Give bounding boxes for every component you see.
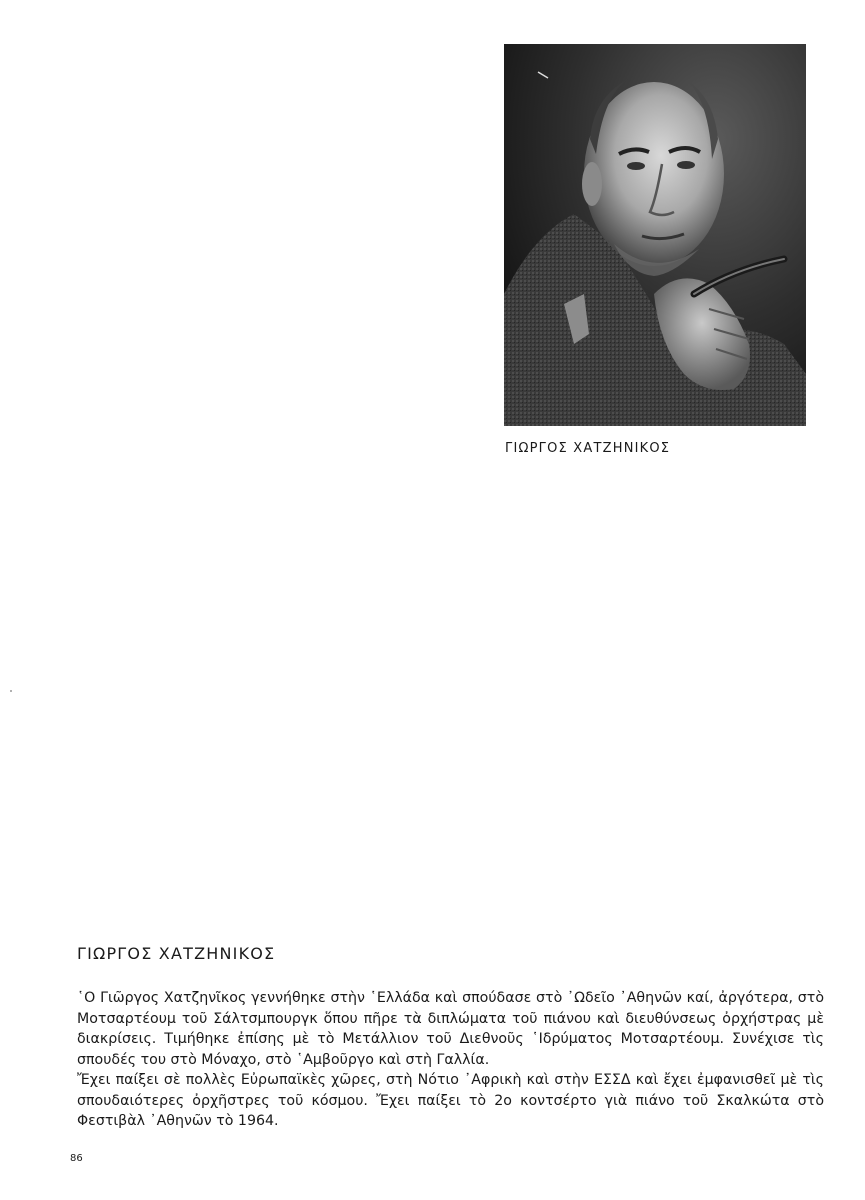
article-body (77, 988, 824, 1132)
portrait-photo-image (504, 44, 806, 426)
portrait-photo (504, 44, 806, 426)
body-paragraph: Ἔχει παίξει σὲ πολλὲς Εὐρωπαϊκὲς χῶρες, στὴ Νότιο ᾿Αφρικὴ καὶ στὴν ΕΣΣΔ καὶ ἔχει ἐμφανισθεῖ μὲ τὶς σπουδαιότερες ὀρχῆστρες τοῦ κόσμου. Ἔχει παίξει τὸ 2ο κοντσέρτο γιὰ πιάνο τοῦ Σκαλκώτα στὸ Φεστιβὰλ ᾿Αθηνῶν τὸ 1964. (77, 1072, 824, 1129)
body-paragraph: ῾Ο Γιῶργος Χατζηνῖκος γεννήθηκε στὴν ῾Ελλάδα καὶ σπούδασε στὸ ᾿Ωδεῖο ᾿Αθηνῶν καί, ἀργότερα, στὸ Μοτσαρτέουμ τοῦ Σάλτσμπουργκ ὅπου πῆρε τὰ διπλώματα τοῦ πιάνου καὶ διευθύνσεως ὀρχήστρας μὲ διακρίσεις. Τιμήθηκε ἐπίσης μὲ τὸ Μετάλλιον τοῦ Διεθνοῦς ῾Ιδρύματος Μοτσαρτέουμ. Συνέχισε τὶς σπουδές του στὸ Μόναχο, στὸ ῾Αμβοῦργο καὶ στὴ Γαλλία. (77, 990, 824, 1068)
photo-caption: ΓΙΩΡΓΟΣ ΧΑΤΖΗΝΙΚΟΣ (505, 441, 671, 456)
page-number: 86 (70, 1153, 83, 1164)
paper-speck (10, 690, 12, 692)
article-heading: ΓΙΩΡΓΟΣ ΧΑΤΖΗΝΙΚΟΣ (77, 944, 276, 963)
